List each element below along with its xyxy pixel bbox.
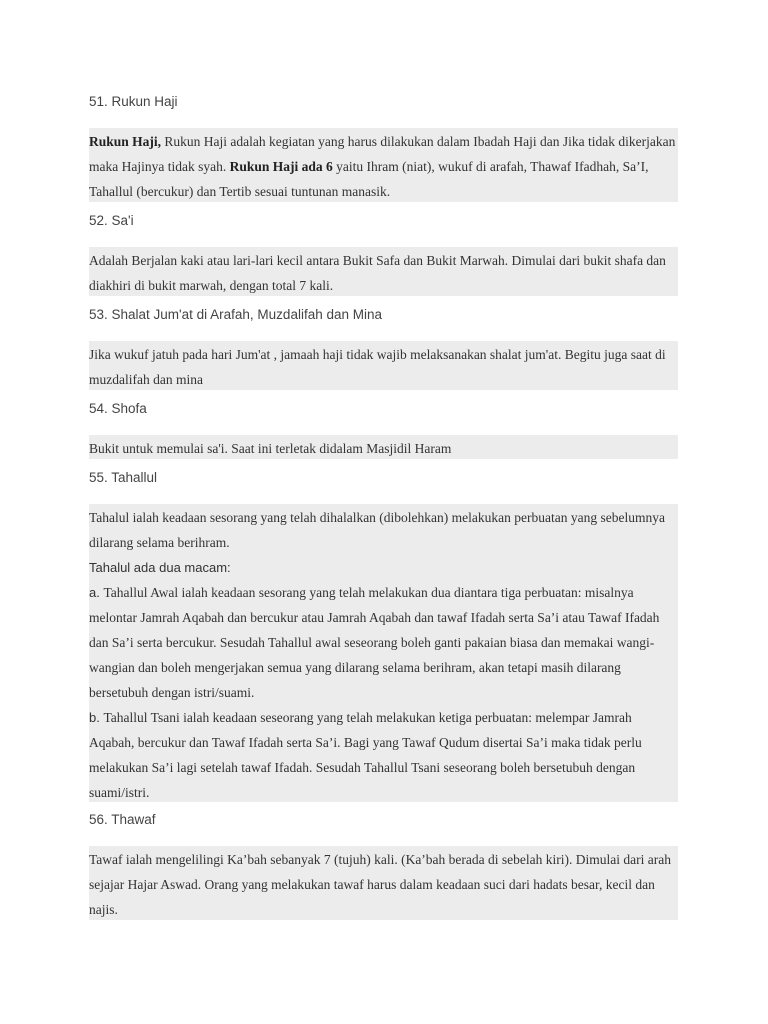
definition-box-thawaf	[89, 846, 678, 920]
list-item-b	[89, 705, 678, 805]
definition-text: Jika wukuf jatuh pada hari Jum'at , jamaah haji tidak wajib melaksanakan shalat jum'at. Begitu juga saat di muzdalifah dan mina	[89, 347, 666, 387]
section-heading-tahallul: 55. Tahallul	[89, 470, 158, 485]
definition-box-rukun-haji	[89, 128, 678, 202]
definition-text: Tawaf ialah mengelilingi Ka’bah sebanyak 7 (tujuh) kali. (Ka’bah berada di sebelah kiri). Dimulai dari arah sejajar Hajar Aswad. Orang yang melakukan tawaf harus dalam keadaan suci dari hadats besar, kecil dan najis.	[89, 852, 671, 917]
definition-box-shofa	[89, 435, 678, 459]
definition-box-shalat-jumat	[89, 341, 678, 390]
section-heading-sai: 52. Sa'i	[89, 213, 134, 228]
list-item-text: Tahallul Tsani ialah keadaan seseorang yang telah melakukan ketiga perbuatan: melempar Jamrah Aqabah, bercukur dan Tawaf Ifadah serta Sa’i. Bagi yang Tawaf Qudum disertai Sa’i maka tidak perlu melakukan Sa’i lagi setelah tawaf Ifadah. Sesudah Tahallul Tsani seseorang boleh bersetubuh dengan suami/istri.	[89, 710, 642, 800]
list-marker: a.	[89, 585, 104, 600]
paragraph-subheading: Tahalul ada dua macam:	[89, 560, 231, 575]
definition-text: yaitu Ihram (niat), wukuf di arafah, Thawaf Ifadhah, Sa’I, Tahallul (bercukur) dan Tertib sesuai tuntunan manasik.	[89, 159, 649, 199]
term-bold-count: Rukun Haji ada 6	[229, 159, 333, 174]
section-heading-rukun-haji: 51. Rukun Haji	[89, 94, 178, 109]
list-item-text: Tahallul Awal ialah keadaan sesorang yang telah melakukan dua diantara tiga perbuatan: misalnya melontar Jamrah Aqabah dan bercukur atau Jamrah Aqabah dan tawaf Ifadah serta Sa’i atau Tawaf Ifadah dan Sa’i serta bercukur. Sesudah Tahallul awal seseorang boleh ganti pakaian biasa dan memakai wangi-wangian dan boleh mengerjakan semua yang dilarang selama berihram, akan tetapi masih dilarang bersetubuh dengan istri/suami.	[89, 585, 660, 700]
list-item-a	[89, 580, 678, 705]
term-bold: Rukun Haji,	[89, 134, 162, 149]
list-marker: b.	[89, 710, 104, 725]
definition-text: Rukun Haji adalah kegiatan yang harus dilakukan dalam Ibadah Haji dan Jika tidak dikerjakan maka Hajinya tidak syah.	[89, 134, 676, 174]
definition-text: Bukit untuk memulai sa'i. Saat ini terletak didalam Masjidil Haram	[89, 441, 452, 456]
section-heading-shofa: 54. Shofa	[89, 401, 147, 416]
section-heading-shalat-jumat: 53. Shalat Jum'at di Arafah, Muzdalifah dan Mina	[89, 307, 382, 322]
definition-box-tahallul	[89, 504, 678, 802]
definition-box-sai	[89, 247, 678, 296]
paragraph: Tahalul ialah keadaan sesorang yang telah dihalalkan (dibolehkan) melakukan perbuatan yang sebelumnya dilarang selama berihram.	[89, 510, 665, 550]
section-heading-thawaf: 56. Thawaf	[89, 812, 156, 827]
definition-text: Adalah Berjalan kaki atau lari-lari kecil antara Bukit Safa dan Bukit Marwah. Dimulai dari bukit shafa dan diakhiri di bukit marwah, dengan total 7 kali.	[89, 253, 666, 293]
